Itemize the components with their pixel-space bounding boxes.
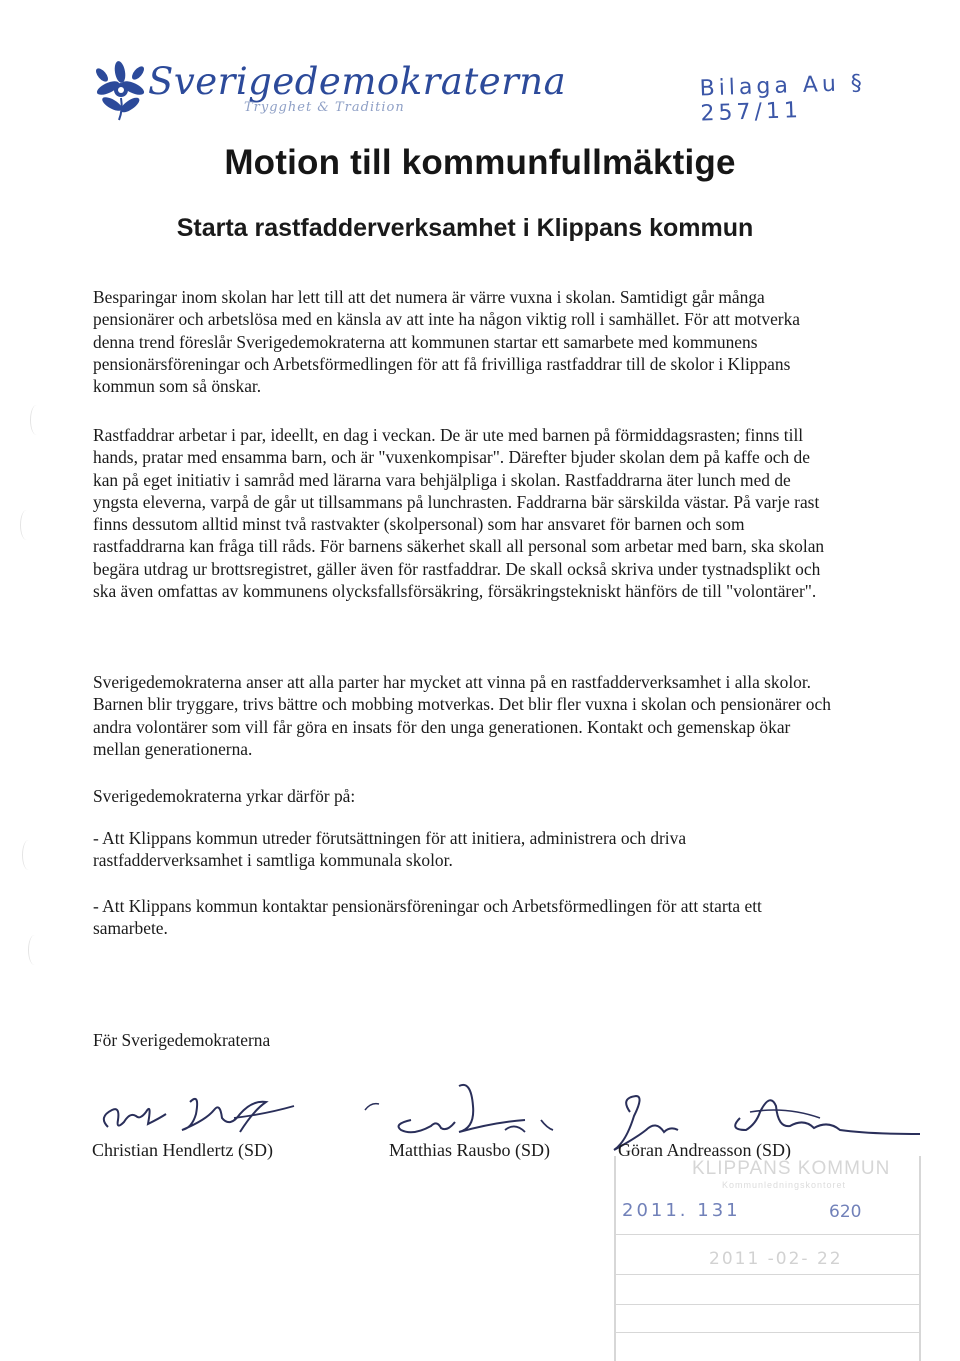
handwritten-reference: Bilaga Au § 257/11 (699, 70, 867, 127)
party-name: Sverigedemokraterna (148, 60, 567, 103)
proposal-item-1: - Att Klippans kommun utreder förutsättningen för att initiera, administrera och driva rastfadderverksamhet i samtliga kommunala skolor. (93, 828, 687, 871)
signatory-name: Matthias Rausbo (SD) (389, 1140, 550, 1160)
signature-intro: För Sverigedemokraterna (93, 1030, 271, 1050)
signatory-name: Christian Hendlertz (SD) (92, 1140, 273, 1160)
paragraph-benefits: Sverigedemokraterna anser att alla parter har mycket att vinna på en rastfadderverksamhet i alla skolor. Barnen blir tryggare, trivs bättre och mobbing motverkas. Det blir fler vuxna i skolan och pensionärer och andra volontärer som vill får göra en insats för den unga generationen. Kontakt och gemenskap ökar mellan generationerna. (93, 672, 831, 759)
paragraph-intro: Besparingar inom skolan har lett till att det numera är värre vuxna i skolan. Samtidigt går många pensionärer och arbetslösa med en känsla av att inte ha någon viktig roll i samhället. För att motverka denna trend föreslår Sverigedemokraterna att kommunen startar ett samarbete med kommunens pensionärsföreningar och Arbetsförmedlingen för att få frivilliga rastfaddrar till de skolor i Klippans kommun som så önskar. (93, 287, 801, 397)
document-subtitle: Starta rastfadderverksamhet i Klippans kommun (176, 214, 754, 242)
paragraph-proposal-intro: Sverigedemokraterna yrkar därför på: (93, 786, 356, 806)
paragraph-description: Rastfaddrar arbetar i par, ideellt, en dag i veckan. De är ute med barnen på förmiddagsrasten; finns till hands, pratar med ensamma barn, och är "vuxenkompisar". Därefter bjuder skolan dem på kaffe och de kan på eget initiativ i samråd med lärarna vara behjälpliga i skolan. Rastfaddrarna äter lunch med de yngsta eleverna, varpå de går ut tillsammans på lunchrasten. Faddrarna bär särskilda västar. På varje rast finns dessutom alltid minst två rastvakter (skolpersonal) som har ansvaret för barnen och som rastfaddrarna kan fråga till råds. För barnens säkerhet skall all personal som arbetar med barn, ska skolan begära utdrag ur brottsregistret, gäller även för rastfaddrar. De skall också skriva under tystnadsplikt och ska även omfattas av kommunens olycksfallsförsäkring, försäkringstekniskt hänförs de till "volontärer". (93, 425, 825, 602)
signatory-name: Göran Andreasson (SD) (618, 1140, 791, 1160)
received-stamp (614, 1156, 924, 1361)
stamp-number: 620 (829, 1202, 862, 1222)
stamp-subtitle: Kommunledningskontoret (722, 1180, 847, 1190)
scan-mark (22, 840, 35, 870)
stamp-diarienummer: 2011. 131 (622, 1200, 741, 1221)
scan-mark (20, 510, 33, 540)
scan-mark (28, 935, 41, 965)
document-title: Motion till kommunfullmäktige (224, 143, 736, 182)
proposal-item-2: - Att Klippans kommun kontaktar pensionärsföreningar och Arbetsförmedlingen för att starta ett samarbete. (93, 896, 762, 939)
stamp-date: 2011 -02- 22 (709, 1249, 843, 1269)
party-tagline: Trygghet & Tradition (244, 100, 405, 115)
stamp-office: KLIPPANS KOMMUN (692, 1158, 891, 1179)
scan-mark (30, 405, 43, 435)
